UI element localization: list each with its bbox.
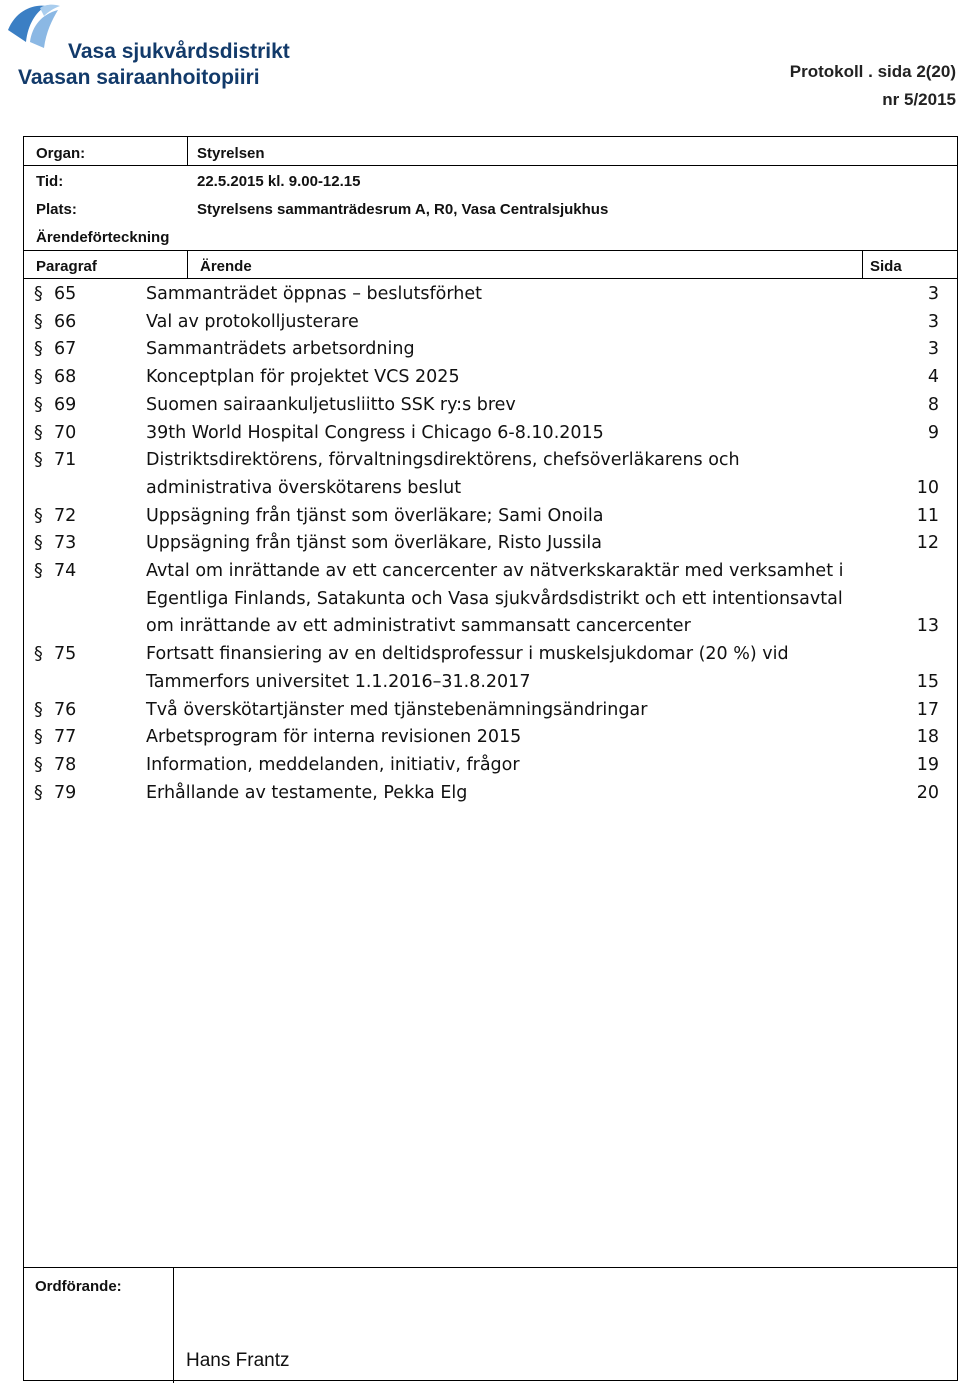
agenda-item-page: 12 bbox=[916, 533, 939, 554]
agenda-item-page: 18 bbox=[916, 727, 939, 748]
time-value: 22.5.2015 kl. 9.00-12.15 bbox=[197, 173, 361, 190]
section-sign: § bbox=[34, 782, 43, 803]
logo-text-swedish: Vasa sjukvårdsdistrikt bbox=[68, 40, 290, 63]
paragraph-number bbox=[34, 447, 94, 475]
divider bbox=[187, 137, 188, 165]
agenda-item-page: 3 bbox=[927, 339, 939, 360]
agenda-item-title-line: Egentliga Finlands, Satakunta och Vasa sjukvårdsdistrikt och ett intentionsavtal bbox=[146, 588, 843, 609]
paragraph-number bbox=[34, 336, 94, 364]
agenda-item-title-line: Arbetsprogram för interna revisionen 2015 bbox=[146, 727, 522, 748]
paragraph-num: 73 bbox=[54, 533, 77, 554]
section-sign: § bbox=[34, 284, 43, 304]
paragraph-num: 75 bbox=[54, 644, 77, 665]
paragraph-number bbox=[34, 309, 94, 337]
section-sign: § bbox=[34, 699, 43, 720]
agenda-item bbox=[24, 447, 957, 502]
section-sign: § bbox=[34, 422, 43, 443]
paragraph-num: 71 bbox=[54, 450, 77, 471]
logo-text-finnish: Vaasan sairaanhoitopiiri bbox=[18, 66, 260, 89]
agenda-item-title bbox=[146, 530, 926, 558]
divider bbox=[24, 165, 957, 166]
agenda-item-title-line: Tammerfors universitet 1.1.2016–31.8.2017 bbox=[146, 671, 531, 692]
paragraph-number bbox=[34, 752, 94, 780]
paragraph-number bbox=[34, 724, 94, 752]
agenda-item bbox=[24, 724, 957, 752]
agenda-item-page: 9 bbox=[927, 422, 939, 443]
agenda-item-title-line: Information, meddelanden, initiativ, frågor bbox=[146, 754, 520, 775]
agenda-item-title-line: 39th World Hospital Congress i Chicago 6-8.10.2015 bbox=[146, 422, 604, 443]
organ-label: Organ: bbox=[36, 145, 86, 162]
section-sign: § bbox=[34, 311, 43, 332]
agenda-item-title bbox=[146, 697, 926, 725]
agenda-item-title-line: Sammanträdets arbetsordning bbox=[146, 339, 415, 360]
column-header-arende: Ärende bbox=[200, 258, 252, 275]
agenda-item-page: 3 bbox=[927, 284, 939, 304]
agenda-item-title-line: Suomen sairaankuljetusliitto SSK ry:s brev bbox=[146, 394, 516, 415]
agenda-item-title-line: Uppsägning från tjänst som överläkare; Sami Onoila bbox=[146, 505, 604, 526]
agenda-item bbox=[24, 281, 957, 309]
agenda-item bbox=[24, 558, 957, 641]
agenda-heading: Ärendeförteckning bbox=[36, 229, 170, 246]
divider bbox=[24, 278, 957, 279]
section-sign: § bbox=[34, 367, 43, 388]
section-sign: § bbox=[34, 505, 43, 526]
section-sign: § bbox=[34, 754, 43, 775]
paragraph-num: 66 bbox=[54, 311, 77, 332]
paragraph-num: 79 bbox=[54, 782, 77, 803]
agenda-item-title-line: Konceptplan för projektet VCS 2025 bbox=[146, 367, 460, 388]
agenda-item-title bbox=[146, 780, 926, 808]
protocol-number: nr 5/2015 bbox=[882, 90, 956, 109]
paragraph-num: 67 bbox=[54, 339, 77, 360]
section-sign: § bbox=[34, 644, 43, 665]
paragraph-number bbox=[34, 780, 94, 808]
agenda-item-page: 13 bbox=[916, 616, 939, 637]
paragraph-num: 65 bbox=[54, 284, 77, 304]
paragraph-num: 69 bbox=[54, 394, 77, 415]
paragraph-num: 76 bbox=[54, 699, 77, 720]
agenda-item-title-line: Val av protokolljusterare bbox=[146, 311, 359, 332]
paragraph-number bbox=[34, 420, 94, 448]
agenda-item-title bbox=[146, 364, 926, 392]
column-header-paragraf: Paragraf bbox=[36, 258, 97, 275]
chairman-name: Hans Frantz bbox=[186, 1350, 290, 1371]
divider bbox=[187, 250, 188, 278]
agenda-item bbox=[24, 780, 957, 808]
divider bbox=[862, 250, 863, 278]
agenda-item bbox=[24, 752, 957, 780]
paragraph-number bbox=[34, 641, 94, 669]
agenda-item-title bbox=[146, 281, 926, 309]
signature-box bbox=[24, 1267, 957, 1380]
agenda-item-title-line: Erhållande av testamente, Pekka Elg bbox=[146, 782, 468, 803]
agenda-item-title-line: Avtal om inrättande av ett cancercenter av nätverkskaraktär med verksamhet i bbox=[146, 561, 844, 581]
agenda-item-page: 15 bbox=[916, 671, 939, 692]
agenda-item bbox=[24, 530, 957, 558]
paragraph-number bbox=[34, 281, 94, 309]
paragraph-number bbox=[34, 697, 94, 725]
time-label: Tid: bbox=[36, 173, 64, 190]
paragraph-num: 70 bbox=[54, 422, 77, 443]
paragraph-number bbox=[34, 364, 94, 392]
agenda-item-title bbox=[146, 503, 926, 531]
agenda-item-title-line: administrativa överskötarens beslut bbox=[146, 477, 462, 498]
agenda-item-page: 3 bbox=[927, 311, 939, 332]
protocol-frame bbox=[23, 136, 958, 1381]
agenda-item bbox=[24, 336, 957, 364]
agenda-item-title-line: Fortsatt finansiering av en deltidsprofessur i muskelsjukdomar (20 %) vid bbox=[146, 644, 789, 665]
agenda-item bbox=[24, 420, 957, 448]
section-sign: § bbox=[34, 727, 43, 748]
agenda-item-title bbox=[146, 420, 926, 448]
agenda-item-page: 19 bbox=[916, 754, 939, 775]
agenda-item bbox=[24, 641, 957, 696]
agenda-item-title-line: om inrättande av ett administrativt sammansatt cancercenter bbox=[146, 616, 691, 637]
column-header-sida: Sida bbox=[870, 258, 902, 275]
section-sign: § bbox=[34, 450, 43, 471]
paragraph-num: 72 bbox=[54, 505, 77, 526]
paragraph-num: 74 bbox=[54, 561, 77, 581]
agenda-item-title bbox=[146, 641, 926, 696]
agenda-item-title-line: Sammanträdet öppnas – beslutsförhet bbox=[146, 284, 482, 304]
divider bbox=[24, 250, 957, 251]
agenda-item-title-line: Uppsägning från tjänst som överläkare, Risto Jussila bbox=[146, 533, 603, 554]
paragraph-number bbox=[34, 392, 94, 420]
organ-value: Styrelsen bbox=[197, 145, 265, 162]
agenda-item-title bbox=[146, 724, 926, 752]
section-sign: § bbox=[34, 339, 43, 360]
agenda-item-page: 11 bbox=[916, 505, 939, 526]
divider bbox=[173, 1268, 174, 1383]
agenda-item bbox=[24, 309, 957, 337]
agenda-item-page: 20 bbox=[916, 782, 939, 803]
agenda-item-title bbox=[146, 558, 926, 641]
chairman-label: Ordförande: bbox=[35, 1278, 122, 1295]
protocol-info bbox=[790, 58, 956, 114]
organization-logo bbox=[6, 2, 306, 92]
agenda-item-title-line: Distriktsdirektörens, förvaltningsdirektörens, chefsöverläkarens och bbox=[146, 450, 740, 471]
agenda-item-title bbox=[146, 309, 926, 337]
paragraph-number bbox=[34, 530, 94, 558]
agenda-item-page: 4 bbox=[927, 367, 939, 388]
agenda-item-title bbox=[146, 336, 926, 364]
agenda-item-title bbox=[146, 752, 926, 780]
agenda-item-page: 8 bbox=[927, 394, 939, 415]
paragraph-num: 78 bbox=[54, 754, 77, 775]
paragraph-number bbox=[34, 558, 94, 586]
agenda-item-page: 10 bbox=[916, 477, 939, 498]
agenda-item bbox=[24, 364, 957, 392]
agenda-item-title bbox=[146, 447, 926, 502]
agenda-item bbox=[24, 392, 957, 420]
paragraph-number bbox=[34, 503, 94, 531]
section-sign: § bbox=[34, 394, 43, 415]
paragraph-num: 77 bbox=[54, 727, 77, 748]
agenda-item-title-line: Två överskötartjänster med tjänstebenämningsändringar bbox=[146, 699, 648, 720]
section-sign: § bbox=[34, 533, 43, 554]
protocol-page: Protokoll . sida 2(20) bbox=[789, 62, 956, 81]
vsd-logo-icon bbox=[6, 2, 66, 52]
place-label: Plats: bbox=[36, 201, 77, 218]
section-sign: § bbox=[34, 561, 43, 581]
agenda-item bbox=[24, 697, 957, 725]
place-value: Styrelsens sammanträdesrum A, R0, Vasa Centralsjukhus bbox=[197, 201, 609, 218]
paragraph-num: 68 bbox=[54, 367, 77, 388]
agenda-item-page: 17 bbox=[916, 699, 939, 720]
agenda-item bbox=[24, 503, 957, 531]
agenda-item-title bbox=[146, 392, 926, 420]
